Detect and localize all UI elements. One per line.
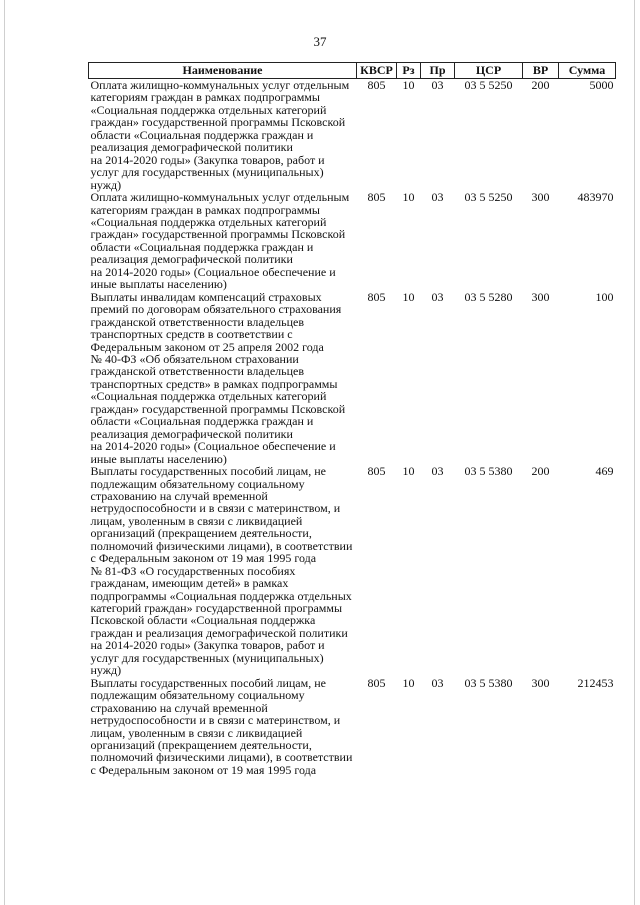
- row-csr: 03 5 5280: [464, 289, 513, 304]
- row-sum: 469: [595, 464, 614, 479]
- row-name: Выплаты инвалидам компенсаций страховых премий по договорам обязательного страхования гражданской ответственности владельцев транспортных средств в соответствии с Федеральным законом от 25 апреля 2002 года № 40-ФЗ «Об обязательном страховании гражданской ответственности владельцев транспортных средств» в рамках подпрограммы «Социальная поддержка отдельных категорий граждан» государственной программы Псковской области «Социальная поддержка граждан и реализация демографической политики на 2014-2020 годы» (Социальное обеспечение и иные выплаты населению): [90, 289, 346, 466]
- row-pr: 03: [431, 675, 444, 690]
- row-vr: 200: [531, 78, 550, 92]
- row-csr: 03 5 5380: [464, 675, 513, 690]
- table-row: [89, 677, 616, 777]
- row-rz: 10: [402, 464, 415, 479]
- scan-edge-left: [4, 0, 5, 905]
- row-vr: 300: [531, 675, 550, 690]
- row-csr: 03 5 5380: [464, 464, 513, 479]
- row-pr: 03: [431, 464, 444, 479]
- row-sum: 483970: [577, 190, 614, 205]
- row-sum: 100: [595, 289, 614, 304]
- header-csr: ЦСР: [455, 63, 523, 79]
- row-rz: 10: [402, 289, 415, 304]
- budget-table: [88, 62, 616, 776]
- row-name: Выплаты государственных пособий лицам, не подлежащим обязательному социальному страхованию на случай временной нетрудоспособности и в связи с материнством, и лицам, уволенным в связи с ликвидацией организаций (прекращением деятельности, полномочий физическими лицами), в соответствии с Федеральным законом от 19 мая 1995 года: [90, 675, 353, 777]
- table-row: [89, 79, 616, 192]
- header-sum: Сумма: [559, 63, 616, 79]
- row-rz: 10: [402, 675, 415, 690]
- page-number: 37: [313, 34, 327, 49]
- row-vr: 300: [531, 289, 550, 304]
- row-vr: 300: [531, 190, 550, 205]
- row-rz: 10: [402, 190, 415, 205]
- row-vr: 200: [531, 464, 550, 479]
- row-sum: 212453: [577, 675, 614, 690]
- row-kvsr: 805: [367, 190, 386, 205]
- row-pr: 03: [431, 190, 444, 205]
- row-csr: 03 5 5250: [464, 190, 513, 205]
- row-sum: 5000: [589, 78, 614, 92]
- table-row: [89, 191, 616, 291]
- row-rz: 10: [402, 78, 415, 92]
- row-name: Оплата жилищно-коммунальных услуг отдельным категориям граждан в рамках подпрограммы «Социальная поддержка отдельных категорий граждан» государственной программы Псковской области «Социальная поддержка граждан и реализация демографической политики на 2014-2020 годы» (Социальное обеспечение и иные выплаты населению): [90, 190, 350, 292]
- row-name: Выплаты государственных пособий лицам, не подлежащим обязательному социальному страхованию на случай временной нетрудоспособности и в связи с материнством, и лицам, уволенным в связи с ликвидацией организаций (прекращением деятельности, полномочий физическими лицами), в соответствии с Федеральным законом от 19 мая 1995 года № 81-ФЗ «О государственных пособиях гражданам, имеющим детей» в рамках подпрограммы «Социальная поддержка отдельных категорий граждан» государственной программы Псковской области «Социальная поддержка граждан и реализация демографической политики на 2014-2020 годы» (Закупка товаров, работ и услуг для государственных (муниципальных) нужд): [90, 464, 353, 678]
- row-kvsr: 805: [367, 464, 386, 479]
- header-kvsr: КВСР: [357, 63, 397, 79]
- scan-edge-right: [634, 0, 635, 905]
- header-vr: ВР: [523, 63, 559, 79]
- table-row: [89, 291, 616, 465]
- row-kvsr: 805: [367, 289, 386, 304]
- header-pr: Пр: [421, 63, 455, 79]
- row-csr: 03 5 5250: [464, 78, 513, 92]
- row-kvsr: 805: [367, 78, 386, 92]
- row-pr: 03: [431, 289, 444, 304]
- table-row: [89, 465, 616, 677]
- row-kvsr: 805: [367, 675, 386, 690]
- table-header-row: [89, 63, 616, 79]
- header-name: Наименование: [89, 63, 357, 79]
- row-name: Оплата жилищно-коммунальных услуг отдельным категориям граждан в рамках подпрограммы «Социальная поддержка отдельных категорий граждан» государственной программы Псковской области «Социальная поддержка граждан и реализация демографической политики на 2014-2020 годы» (Закупка товаров, работ и услуг для государственных (муниципальных) нужд): [90, 78, 350, 192]
- row-pr: 03: [431, 78, 444, 92]
- header-rz: Рз: [397, 63, 421, 79]
